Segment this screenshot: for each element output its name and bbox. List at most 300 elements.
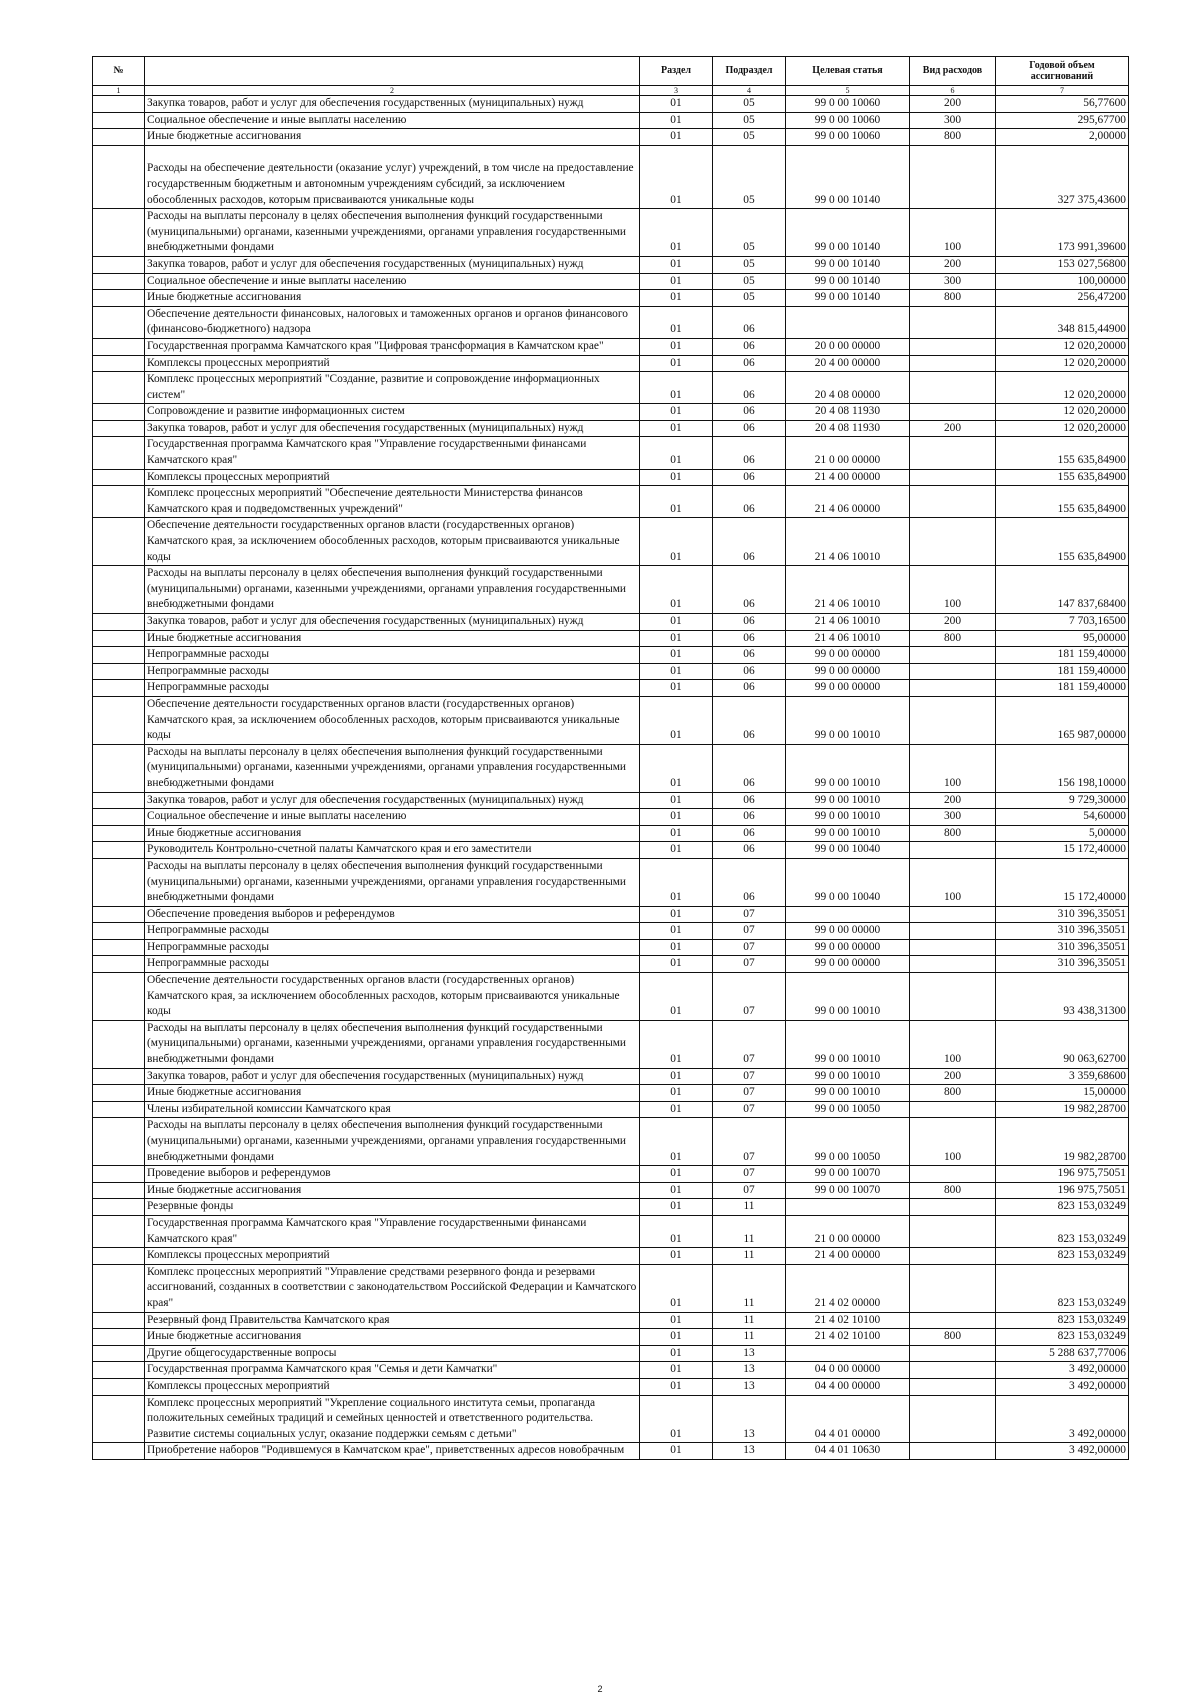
cell-target-article xyxy=(786,306,910,338)
cell-annual-amount: 90 063,62700 xyxy=(996,1020,1129,1068)
page-number: 2 xyxy=(597,1684,603,1694)
cell-razdel: 01 xyxy=(640,1101,713,1118)
cell-podrazdel: 06 xyxy=(713,842,786,859)
cell-target-article: 21 4 02 10100 xyxy=(786,1329,910,1346)
cell-razdel: 01 xyxy=(640,96,713,113)
cell-podrazdel: 06 xyxy=(713,437,786,469)
cell-annual-amount: 155 635,84900 xyxy=(996,486,1129,518)
cell-target-article: 99 0 00 10140 xyxy=(786,273,910,290)
cell-podrazdel: 07 xyxy=(713,923,786,940)
header-podrazdel: Подраздел xyxy=(713,57,786,86)
cell-razdel: 01 xyxy=(640,647,713,664)
cell-annual-amount: 56,77600 xyxy=(996,96,1129,113)
cell-target-article xyxy=(786,1199,910,1216)
cell-target-article: 21 4 06 10010 xyxy=(786,518,910,566)
header-row xyxy=(93,57,1129,86)
cell-podrazdel: 06 xyxy=(713,809,786,826)
cell-podrazdel: 06 xyxy=(713,744,786,792)
cell-annual-amount: 823 153,03249 xyxy=(996,1312,1129,1329)
cell-podrazdel: 07 xyxy=(713,956,786,973)
cell-annual-amount: 181 159,40000 xyxy=(996,680,1129,697)
cell-target-article: 21 4 06 10010 xyxy=(786,614,910,631)
cell-annual-amount: 5,00000 xyxy=(996,825,1129,842)
cell-number xyxy=(93,1020,145,1068)
cell-annual-amount: 165 987,00000 xyxy=(996,696,1129,744)
cell-number xyxy=(93,842,145,859)
cell-annual-amount: 256,47200 xyxy=(996,290,1129,307)
column-number-row xyxy=(93,86,1129,96)
cell-annual-amount: 295,67700 xyxy=(996,112,1129,129)
cell-name: Иные бюджетные ассигнования xyxy=(145,1182,640,1199)
cell-annual-amount: 93 438,31300 xyxy=(996,973,1129,1021)
cell-target-article: 21 4 00 00000 xyxy=(786,1248,910,1265)
cell-name: Иные бюджетные ассигнования xyxy=(145,630,640,647)
table-row xyxy=(93,1312,1129,1329)
cell-podrazdel: 06 xyxy=(713,372,786,404)
cell-expense-type xyxy=(910,145,996,208)
cell-podrazdel: 06 xyxy=(713,420,786,437)
cell-expense-type xyxy=(910,1312,996,1329)
budget-table xyxy=(92,56,1129,1460)
cell-expense-type xyxy=(910,956,996,973)
cell-target-article: 04 4 01 00000 xyxy=(786,1395,910,1443)
cell-target-article: 99 0 00 10060 xyxy=(786,96,910,113)
cell-annual-amount: 3 492,00000 xyxy=(996,1443,1129,1460)
cell-number xyxy=(93,647,145,664)
cell-podrazdel: 11 xyxy=(713,1312,786,1329)
cell-name: Закупка товаров, работ и услуг для обеспечения государственных (муниципальных) нужд xyxy=(145,614,640,631)
cell-annual-amount: 310 396,35051 xyxy=(996,939,1129,956)
cell-expense-type: 200 xyxy=(910,1068,996,1085)
cell-annual-amount: 3 492,00000 xyxy=(996,1378,1129,1395)
cell-razdel: 01 xyxy=(640,792,713,809)
cell-target-article: 04 0 00 00000 xyxy=(786,1362,910,1379)
cell-razdel: 01 xyxy=(640,1395,713,1443)
cell-expense-type: 800 xyxy=(910,1085,996,1102)
cell-podrazdel: 07 xyxy=(713,939,786,956)
cell-annual-amount: 12 020,20000 xyxy=(996,372,1129,404)
cell-annual-amount: 19 982,28700 xyxy=(996,1101,1129,1118)
cell-expense-type xyxy=(910,923,996,940)
cell-annual-amount: 15 172,40000 xyxy=(996,858,1129,906)
cell-expense-type xyxy=(910,1248,996,1265)
table-row xyxy=(93,1182,1129,1199)
cell-number xyxy=(93,1215,145,1247)
cell-number xyxy=(93,1248,145,1265)
table-row xyxy=(93,1199,1129,1216)
table-row xyxy=(93,663,1129,680)
cell-razdel: 01 xyxy=(640,1215,713,1247)
cell-razdel: 01 xyxy=(640,842,713,859)
table-row xyxy=(93,1101,1129,1118)
cell-razdel: 01 xyxy=(640,1199,713,1216)
cell-name: Непрограммные расходы xyxy=(145,939,640,956)
cell-podrazdel: 07 xyxy=(713,906,786,923)
cell-annual-amount: 54,60000 xyxy=(996,809,1129,826)
cell-razdel: 01 xyxy=(640,630,713,647)
cell-expense-type xyxy=(910,1215,996,1247)
cell-podrazdel: 11 xyxy=(713,1199,786,1216)
cell-name: Государственная программа Камчатского края "Управление государственными финансами Камчатского края" xyxy=(145,1215,640,1247)
cell-razdel: 01 xyxy=(640,858,713,906)
table-row xyxy=(93,306,1129,338)
cell-podrazdel: 06 xyxy=(713,306,786,338)
cell-name: Государственная программа Камчатского края "Цифровая трансформация в Камчатском крае" xyxy=(145,338,640,355)
table-row xyxy=(93,338,1129,355)
cell-expense-type: 800 xyxy=(910,630,996,647)
budget-table-sheet xyxy=(92,56,1128,1460)
cell-annual-amount: 181 159,40000 xyxy=(996,647,1129,664)
cell-annual-amount: 5 288 637,77006 xyxy=(996,1345,1129,1362)
cell-podrazdel: 11 xyxy=(713,1215,786,1247)
cell-name: Иные бюджетные ассигнования xyxy=(145,290,640,307)
cell-expense-type xyxy=(910,306,996,338)
table-body xyxy=(93,96,1129,1460)
table-row xyxy=(93,256,1129,273)
cell-podrazdel: 05 xyxy=(713,145,786,208)
cell-expense-type xyxy=(910,973,996,1021)
cell-number xyxy=(93,1166,145,1183)
cell-name: Закупка товаров, работ и услуг для обеспечения государственных (муниципальных) нужд xyxy=(145,792,640,809)
cell-name: Государственная программа Камчатского края "Семья и дети Камчатки" xyxy=(145,1362,640,1379)
cell-razdel: 01 xyxy=(640,486,713,518)
cell-number xyxy=(93,973,145,1021)
cell-razdel: 01 xyxy=(640,355,713,372)
cell-expense-type xyxy=(910,1443,996,1460)
cell-target-article: 99 0 00 00000 xyxy=(786,923,910,940)
cell-expense-type xyxy=(910,1199,996,1216)
cell-annual-amount: 3 359,68600 xyxy=(996,1068,1129,1085)
cell-podrazdel: 07 xyxy=(713,1118,786,1166)
cell-expense-type xyxy=(910,663,996,680)
table-row xyxy=(93,112,1129,129)
cell-name: Комплексы процессных мероприятий xyxy=(145,355,640,372)
cell-target-article: 99 0 00 10050 xyxy=(786,1118,910,1166)
cell-podrazdel: 13 xyxy=(713,1362,786,1379)
table-row xyxy=(93,372,1129,404)
table-row xyxy=(93,1362,1129,1379)
cell-annual-amount: 173 991,39600 xyxy=(996,209,1129,257)
cell-annual-amount: 155 635,84900 xyxy=(996,469,1129,486)
cell-razdel: 01 xyxy=(640,290,713,307)
table-row xyxy=(93,1068,1129,1085)
cell-expense-type xyxy=(910,1264,996,1312)
table-row xyxy=(93,939,1129,956)
cell-name: Непрограммные расходы xyxy=(145,663,640,680)
header-razdel: Раздел xyxy=(640,57,713,86)
cell-number xyxy=(93,256,145,273)
cell-expense-type: 800 xyxy=(910,1329,996,1346)
cell-expense-type: 300 xyxy=(910,112,996,129)
cell-razdel: 01 xyxy=(640,1312,713,1329)
cell-annual-amount: 310 396,35051 xyxy=(996,956,1129,973)
cell-expense-type xyxy=(910,355,996,372)
cell-expense-type: 200 xyxy=(910,792,996,809)
cell-annual-amount: 19 982,28700 xyxy=(996,1118,1129,1166)
cell-annual-amount: 823 153,03249 xyxy=(996,1248,1129,1265)
table-row xyxy=(93,1329,1129,1346)
cell-number xyxy=(93,680,145,697)
table-row xyxy=(93,1264,1129,1312)
cell-number xyxy=(93,792,145,809)
cell-podrazdel: 06 xyxy=(713,792,786,809)
cell-name: Расходы на выплаты персоналу в целях обеспечения выполнения функций государственными (муниципальными) органами, казенными учреждениями, органами управления государственными внебюджетными фондами xyxy=(145,858,640,906)
cell-expense-type: 100 xyxy=(910,1020,996,1068)
table-row xyxy=(93,355,1129,372)
header-name xyxy=(145,57,640,86)
column-number: 7 xyxy=(996,86,1129,96)
table-row xyxy=(93,1378,1129,1395)
cell-expense-type xyxy=(910,647,996,664)
cell-expense-type: 100 xyxy=(910,566,996,614)
cell-annual-amount: 153 027,56800 xyxy=(996,256,1129,273)
table-row xyxy=(93,518,1129,566)
cell-podrazdel: 13 xyxy=(713,1378,786,1395)
cell-expense-type: 300 xyxy=(910,273,996,290)
cell-target-article: 21 4 02 10100 xyxy=(786,1312,910,1329)
cell-target-article: 21 4 06 00000 xyxy=(786,486,910,518)
cell-annual-amount: 348 815,44900 xyxy=(996,306,1129,338)
cell-podrazdel: 06 xyxy=(713,469,786,486)
table-row xyxy=(93,1345,1129,1362)
cell-podrazdel: 05 xyxy=(713,273,786,290)
table-row xyxy=(93,906,1129,923)
cell-target-article: 20 0 00 00000 xyxy=(786,338,910,355)
cell-podrazdel: 05 xyxy=(713,129,786,146)
cell-expense-type: 800 xyxy=(910,1182,996,1199)
cell-target-article xyxy=(786,1345,910,1362)
cell-expense-type xyxy=(910,1345,996,1362)
cell-podrazdel: 06 xyxy=(713,663,786,680)
cell-name: Проведение выборов и референдумов xyxy=(145,1166,640,1183)
cell-target-article: 04 4 00 00000 xyxy=(786,1378,910,1395)
cell-expense-type xyxy=(910,437,996,469)
cell-number xyxy=(93,338,145,355)
cell-razdel: 01 xyxy=(640,129,713,146)
cell-expense-type: 100 xyxy=(910,209,996,257)
cell-name: Расходы на выплаты персоналу в целях обеспечения выполнения функций государственными (муниципальными) органами, казенными учреждениями, органами управления государственными внебюджетными фондами xyxy=(145,209,640,257)
cell-name: Государственная программа Камчатского края "Управление государственными финансами Камчатского края" xyxy=(145,437,640,469)
cell-number xyxy=(93,825,145,842)
cell-number xyxy=(93,858,145,906)
column-number: 4 xyxy=(713,86,786,96)
cell-podrazdel: 05 xyxy=(713,290,786,307)
cell-podrazdel: 11 xyxy=(713,1329,786,1346)
cell-number xyxy=(93,1345,145,1362)
cell-number xyxy=(93,809,145,826)
cell-target-article: 20 4 00 00000 xyxy=(786,355,910,372)
cell-annual-amount: 823 153,03249 xyxy=(996,1199,1129,1216)
cell-name: Социальное обеспечение и иные выплаты населению xyxy=(145,809,640,826)
cell-podrazdel: 06 xyxy=(713,825,786,842)
cell-razdel: 01 xyxy=(640,518,713,566)
cell-name: Обеспечение деятельности государственных органов власти (государственных органов) Камчатского края, за исключением обособленных расходов, которым присваиваются уникальные коды xyxy=(145,518,640,566)
cell-target-article: 21 4 06 10010 xyxy=(786,566,910,614)
cell-razdel: 01 xyxy=(640,1085,713,1102)
cell-target-article: 99 0 00 10010 xyxy=(786,696,910,744)
cell-name: Сопровождение и развитие информационных систем xyxy=(145,404,640,421)
cell-expense-type xyxy=(910,1166,996,1183)
cell-podrazdel: 07 xyxy=(713,1101,786,1118)
cell-target-article: 99 0 00 00000 xyxy=(786,956,910,973)
cell-annual-amount: 95,00000 xyxy=(996,630,1129,647)
cell-target-article: 21 4 02 00000 xyxy=(786,1264,910,1312)
table-row xyxy=(93,744,1129,792)
cell-razdel: 01 xyxy=(640,1068,713,1085)
cell-razdel: 01 xyxy=(640,1345,713,1362)
cell-podrazdel: 07 xyxy=(713,1085,786,1102)
cell-number xyxy=(93,923,145,940)
cell-expense-type: 200 xyxy=(910,96,996,113)
cell-razdel: 01 xyxy=(640,1166,713,1183)
cell-target-article: 99 0 00 10140 xyxy=(786,209,910,257)
cell-razdel: 01 xyxy=(640,273,713,290)
cell-target-article: 99 0 00 10060 xyxy=(786,129,910,146)
cell-razdel: 01 xyxy=(640,680,713,697)
cell-number xyxy=(93,145,145,208)
cell-number xyxy=(93,1118,145,1166)
cell-name: Расходы на выплаты персоналу в целях обеспечения выполнения функций государственными (муниципальными) органами, казенными учреждениями, органами управления государственными внебюджетными фондами xyxy=(145,744,640,792)
cell-podrazdel: 13 xyxy=(713,1345,786,1362)
cell-target-article: 21 0 00 00000 xyxy=(786,1215,910,1247)
cell-podrazdel: 06 xyxy=(713,486,786,518)
cell-razdel: 01 xyxy=(640,1118,713,1166)
table-row xyxy=(93,792,1129,809)
cell-name: Обеспечение деятельности финансовых, налоговых и таможенных органов и органов финансового (финансово-бюджетного) надзора xyxy=(145,306,640,338)
cell-podrazdel: 07 xyxy=(713,1182,786,1199)
cell-podrazdel: 06 xyxy=(713,404,786,421)
cell-annual-amount: 12 020,20000 xyxy=(996,355,1129,372)
cell-annual-amount: 181 159,40000 xyxy=(996,663,1129,680)
cell-annual-amount: 9 729,30000 xyxy=(996,792,1129,809)
cell-expense-type: 100 xyxy=(910,1118,996,1166)
cell-expense-type xyxy=(910,469,996,486)
table-row xyxy=(93,486,1129,518)
cell-name: Непрограммные расходы xyxy=(145,680,640,697)
cell-number xyxy=(93,566,145,614)
table-row xyxy=(93,680,1129,697)
cell-target-article: 99 0 00 10070 xyxy=(786,1182,910,1199)
cell-razdel: 01 xyxy=(640,1264,713,1312)
cell-number xyxy=(93,1329,145,1346)
cell-razdel: 01 xyxy=(640,404,713,421)
cell-annual-amount: 147 837,68400 xyxy=(996,566,1129,614)
cell-podrazdel: 05 xyxy=(713,112,786,129)
cell-target-article: 99 0 00 00000 xyxy=(786,647,910,664)
cell-annual-amount: 15,00000 xyxy=(996,1085,1129,1102)
cell-name: Закупка товаров, работ и услуг для обеспечения государственных (муниципальных) нужд xyxy=(145,420,640,437)
cell-target-article xyxy=(786,906,910,923)
cell-razdel: 01 xyxy=(640,956,713,973)
cell-razdel: 01 xyxy=(640,1378,713,1395)
header-target-article: Целевая статья xyxy=(786,57,910,86)
cell-name: Социальное обеспечение и иные выплаты населению xyxy=(145,273,640,290)
table-row xyxy=(93,973,1129,1021)
table-row xyxy=(93,404,1129,421)
cell-annual-amount: 12 020,20000 xyxy=(996,338,1129,355)
cell-podrazdel: 13 xyxy=(713,1443,786,1460)
cell-razdel: 01 xyxy=(640,437,713,469)
cell-target-article: 99 0 00 10140 xyxy=(786,290,910,307)
cell-name: Закупка товаров, работ и услуг для обеспечения государственных (муниципальных) нужд xyxy=(145,256,640,273)
cell-name: Непрограммные расходы xyxy=(145,647,640,664)
table-row xyxy=(93,809,1129,826)
cell-annual-amount: 327 375,43600 xyxy=(996,145,1129,208)
table-row xyxy=(93,1395,1129,1443)
cell-target-article: 99 0 00 10140 xyxy=(786,145,910,208)
column-number: 3 xyxy=(640,86,713,96)
cell-annual-amount: 155 635,84900 xyxy=(996,437,1129,469)
cell-number xyxy=(93,404,145,421)
table-row xyxy=(93,825,1129,842)
cell-razdel: 01 xyxy=(640,338,713,355)
table-row xyxy=(93,1166,1129,1183)
cell-name: Комплекс процессных мероприятий "Укрепление социального института семьи, пропаганда положительных семейных традиций и семейных ценностей и ответственного родительства. Развитие системы социальных услуг, оказание поддержки семьям с детьми" xyxy=(145,1395,640,1443)
cell-annual-amount: 823 153,03249 xyxy=(996,1215,1129,1247)
cell-name: Комплекс процессных мероприятий "Создание, развитие и сопровождение информационных систем" xyxy=(145,372,640,404)
cell-target-article: 20 4 08 00000 xyxy=(786,372,910,404)
cell-number xyxy=(93,355,145,372)
table-row xyxy=(93,209,1129,257)
table-row xyxy=(93,129,1129,146)
cell-podrazdel: 05 xyxy=(713,209,786,257)
cell-expense-type: 800 xyxy=(910,825,996,842)
cell-target-article: 99 0 00 10010 xyxy=(786,809,910,826)
column-number: 2 xyxy=(145,86,640,96)
cell-target-article: 99 0 00 10010 xyxy=(786,744,910,792)
cell-expense-type: 100 xyxy=(910,858,996,906)
cell-name: Комплексы процессных мероприятий xyxy=(145,1378,640,1395)
cell-number xyxy=(93,744,145,792)
cell-podrazdel: 06 xyxy=(713,630,786,647)
cell-number xyxy=(93,1378,145,1395)
cell-name: Расходы на обеспечение деятельности (оказание услуг) учреждений, в том числе на предоставление государственным бюджетным и автономным учреждениям субсидий, за исключением обособленных расходов, которым присваиваются уникальные коды xyxy=(145,145,640,208)
cell-podrazdel: 05 xyxy=(713,256,786,273)
cell-expense-type xyxy=(910,404,996,421)
cell-name: Расходы на выплаты персоналу в целях обеспечения выполнения функций государственными (муниципальными) органами, казенными учреждениями, органами управления государственными внебюджетными фондами xyxy=(145,1020,640,1068)
cell-razdel: 01 xyxy=(640,1329,713,1346)
cell-annual-amount: 156 198,10000 xyxy=(996,744,1129,792)
cell-annual-amount: 196 975,75051 xyxy=(996,1166,1129,1183)
cell-razdel: 01 xyxy=(640,1020,713,1068)
column-number: 5 xyxy=(786,86,910,96)
cell-razdel: 01 xyxy=(640,1362,713,1379)
cell-podrazdel: 06 xyxy=(713,647,786,664)
table-row xyxy=(93,1215,1129,1247)
cell-razdel: 01 xyxy=(640,614,713,631)
cell-annual-amount: 310 396,35051 xyxy=(996,906,1129,923)
cell-razdel: 01 xyxy=(640,809,713,826)
cell-annual-amount: 3 492,00000 xyxy=(996,1395,1129,1443)
cell-annual-amount: 310 396,35051 xyxy=(996,923,1129,940)
cell-annual-amount: 12 020,20000 xyxy=(996,420,1129,437)
column-number: 6 xyxy=(910,86,996,96)
cell-number xyxy=(93,372,145,404)
cell-number xyxy=(93,1085,145,1102)
cell-target-article: 99 0 00 10070 xyxy=(786,1166,910,1183)
table-row xyxy=(93,1020,1129,1068)
cell-number xyxy=(93,129,145,146)
cell-podrazdel: 05 xyxy=(713,96,786,113)
cell-name: Руководитель Контрольно-счетной палаты Камчатского края и его заместители xyxy=(145,842,640,859)
cell-podrazdel: 06 xyxy=(713,518,786,566)
cell-expense-type: 200 xyxy=(910,256,996,273)
cell-annual-amount: 15 172,40000 xyxy=(996,842,1129,859)
cell-name: Иные бюджетные ассигнования xyxy=(145,825,640,842)
cell-expense-type: 100 xyxy=(910,744,996,792)
table-row xyxy=(93,469,1129,486)
cell-podrazdel: 11 xyxy=(713,1264,786,1312)
